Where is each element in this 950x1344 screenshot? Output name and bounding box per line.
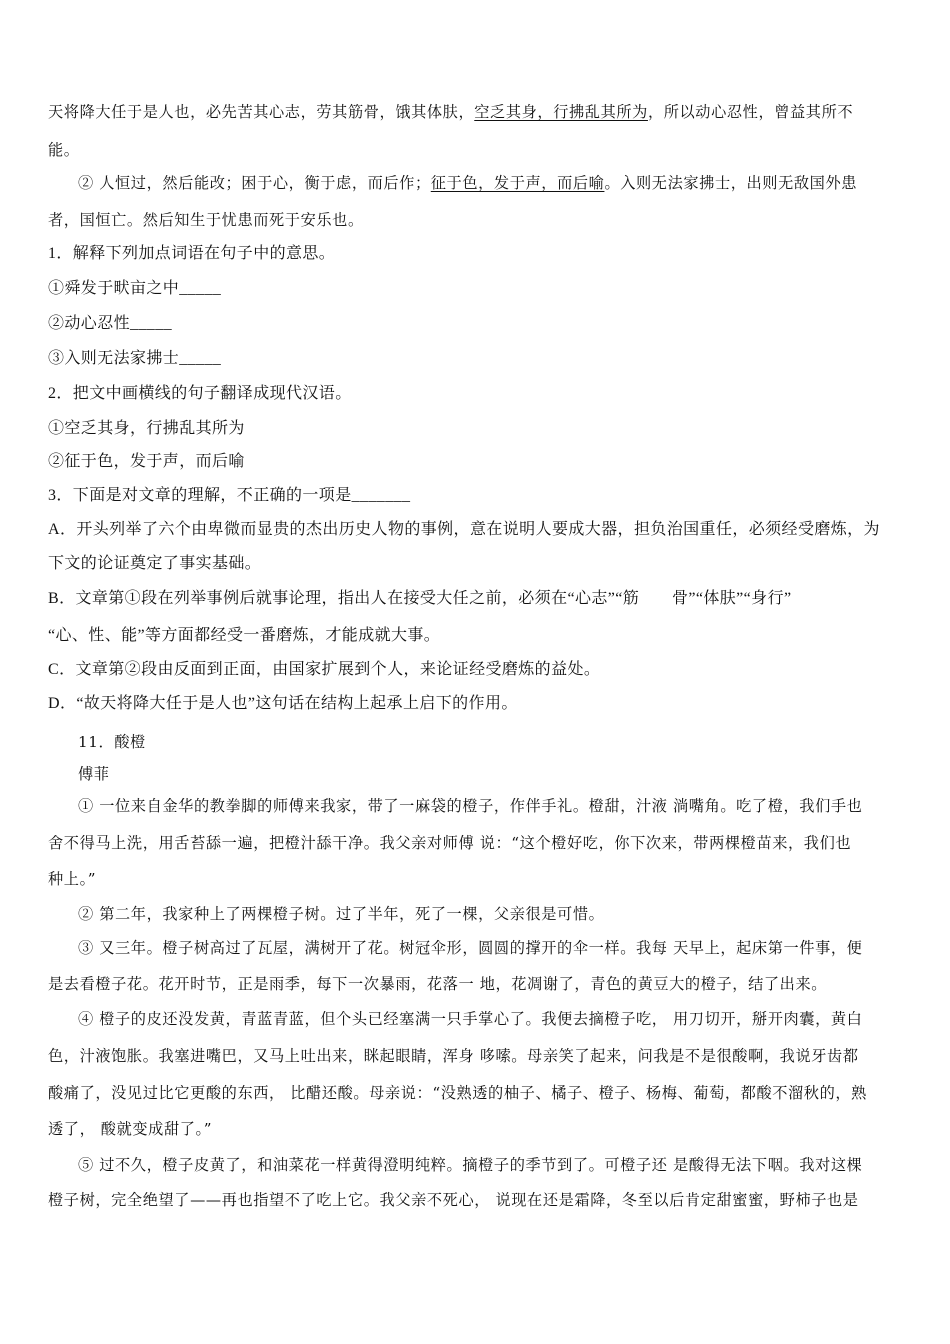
passage-line-1 — [48, 102, 908, 122]
option-a-line-1: A．开头列举了六个由卑微而显贵的杰出历史人物的事例，意在说明人要成大器，担负治国重任，必须经受磨炼，为 — [48, 521, 880, 538]
question-2: 2．把文中画横线的句子翻译成现代汉语。 — [48, 385, 352, 402]
passage-paragraph-2-line-1 — [78, 173, 908, 193]
story-paragraph-5-line-2: 橙子树，完全绝望了——再也指望不了吃上它。我父亲不死心， 说现在还是霜降，冬至以后肯定甜蜜蜜，野柿子也是 — [48, 1191, 859, 1209]
passage-text: ② 人恒过，然后能改；困于心，衡于虑，而后作； — [78, 174, 431, 192]
story-paragraph-4-line-1: ④ 橙子的皮还没发黄，青蓝青蓝，但个头已经塞满一只手掌心了。我便去摘橙子吃， 用刀切开，掰开肉囊，黄白 — [78, 1010, 863, 1028]
option-b-line-1: B．文章第①段在列举事例后就事论理，指出人在接受大任之前，必须在“心志”“筋 骨”“体肤”“身行” — [48, 590, 792, 607]
section-title: 11．酸橙 — [78, 733, 146, 751]
story-paragraph-3-line-2: 是去看橙子花。花开时节，正是雨季，每下一次暴雨，花落一 地，花凋谢了，青色的黄豆大的橙子，结了出来。 — [48, 975, 828, 993]
author-name: 傅菲 — [78, 765, 110, 783]
question-3: 3．下面是对文章的理解，不正确的一项是_______ — [48, 487, 411, 504]
story-paragraph-1-line-2: 舍不得马上洗，用舌苔舔一遍，把橙汁舔干净。我父亲对师傅 说：“这个橙好吃，你下次来，带两棵橙苗来，我们也 — [48, 834, 852, 852]
story-paragraph-5-line-1: ⑤ 过不久，橙子皮黄了，和油菜花一样黄得澄明纯粹。摘橙子的季节到了。可橙子还 是酸得无法下咽。我对这棵 — [78, 1156, 863, 1174]
passage-text: 。入则无法家拂士，出则无敌国外患 — [604, 174, 858, 192]
story-paragraph-2: ② 第二年，我家种上了两棵橙子树。过了半年，死了一棵，父亲很是可惜。 — [78, 905, 605, 923]
story-paragraph-4-line-4: 透了， 酸就变成甜了。” — [48, 1120, 213, 1138]
story-paragraph-3-line-1: ③ 又三年。橙子树高过了瓦屋，满树开了花。树冠伞形，圆圆的撑开的伞一样。我每 天早上，起床第一件事，便 — [78, 939, 863, 957]
option-d: D．“故天将降大任于是人也”这句话在结构上起承上启下的作用。 — [48, 695, 518, 712]
story-paragraph-4-line-2: 色，汁液饱胀。我塞进嘴巴，又马上吐出来，眯起眼睛，浑身 哆嗦。母亲笑了起来，问我是不是很酸啊，我说牙齿都 — [48, 1047, 859, 1065]
question-1-item-2: ②动心忍性_____ — [48, 315, 173, 332]
passage-paragraph-2-line-2: 者，国恒亡。然后知生于忧患而死于安乐也。 — [48, 211, 364, 229]
story-paragraph-1-line-3: 种上。” — [48, 870, 97, 888]
option-c: C．文章第②段由反面到正面，由国家扩展到个人，来论证经受磨炼的益处。 — [48, 661, 601, 678]
question-1-item-1: ①舜发于畎亩之中_____ — [48, 280, 222, 297]
option-b-line-2: “心、性、能”等方面都经受一番磨炼，才能成就大事。 — [48, 627, 441, 644]
passage-text: ，所以动心忍性，曾益其所不 — [647, 103, 854, 121]
passage-line-2: 能。 — [48, 141, 80, 159]
story-paragraph-4-line-3: 酸痛了，没见过比它更酸的东西， 比醋还酸。母亲说：“没熟透的柚子、橘子、橙子、杨梅、葡萄，都酸不溜秋的，熟 — [48, 1084, 867, 1102]
underlined-sentence-2: 征于色，发于声，而后喻 — [430, 174, 605, 192]
question-1-item-3: ③入则无法家拂士_____ — [48, 350, 222, 367]
question-1: 1．解释下列加点词语在句子中的意思。 — [48, 245, 336, 262]
question-2-item-1: ①空乏其身，行拂乱其所为 — [48, 420, 245, 437]
passage-text: 天将降大任于是人也，必先苦其心志，劳其筋骨，饿其体肤， — [48, 103, 475, 121]
option-a-line-2: 下文的论证奠定了事实基础。 — [48, 555, 262, 572]
underlined-sentence-1: 空乏其身，行拂乱其所为 — [474, 103, 648, 121]
story-paragraph-1-line-1: ① 一位来自金华的教拳脚的师傅来我家，带了一麻袋的橙子，作伴手礼。橙甜，汁液 淌嘴角。吃了橙，我们手也 — [78, 797, 863, 815]
question-2-item-2: ②征于色，发于声，而后喻 — [48, 453, 245, 470]
